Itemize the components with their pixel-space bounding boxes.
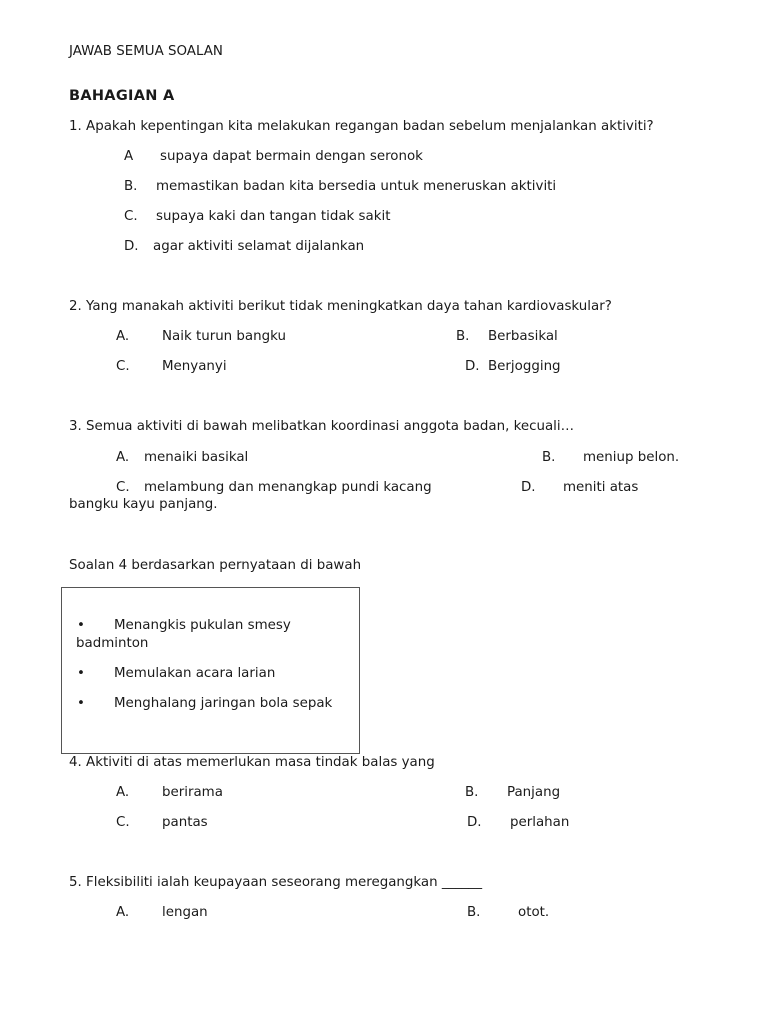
option-letter: B. — [467, 905, 481, 920]
option-letter: D. — [465, 359, 480, 374]
stimulus-item: Menghalang jaringan bola sepak — [114, 696, 333, 711]
option-text: supaya dapat bermain dengan seronok — [160, 149, 423, 164]
option-text: perlahan — [510, 815, 570, 830]
option-text: pantas — [162, 815, 208, 830]
question-stem: 4. Aktiviti di atas memerlukan masa tindak balas yang — [69, 755, 435, 770]
bullet-icon: • — [77, 696, 85, 711]
option-letter: D. — [521, 480, 536, 495]
option-text: Berbasikal — [488, 329, 558, 344]
option-letter: A. — [116, 785, 130, 800]
bullet-icon: • — [77, 618, 85, 633]
option-text: memastikan badan kita bersedia untuk meneruskan aktiviti — [156, 179, 557, 194]
option-letter: B. — [465, 785, 479, 800]
option-text: Berjogging — [488, 359, 561, 374]
stimulus-item: Menangkis pukulan smesy — [114, 618, 291, 633]
option-text: menaiki basikal — [144, 450, 249, 465]
instruction-heading: JAWAB SEMUA SOALAN — [69, 44, 223, 59]
option-text: meniti atas — [563, 480, 639, 495]
stimulus-item-wrap: badminton — [76, 636, 149, 651]
option-letter: C. — [116, 480, 130, 495]
option-letter: B. — [124, 179, 138, 194]
option-text: berirama — [162, 785, 223, 800]
option-letter: D. — [124, 239, 139, 254]
option-letter: B. — [542, 450, 556, 465]
section-title: BAHAGIAN A — [69, 88, 175, 104]
option-letter: B. — [456, 329, 470, 344]
question-stem: 5. Fleksibiliti ialah keupayaan seseorang meregangkan ______ — [69, 875, 483, 890]
question-stem: 3. Semua aktiviti di bawah melibatkan koordinasi anggota badan, kecuali… — [69, 419, 575, 434]
option-letter: C. — [116, 359, 130, 374]
bullet-icon: • — [77, 666, 85, 681]
option-text: otot. — [518, 905, 550, 920]
option-text: Naik turun bangku — [162, 329, 286, 344]
option-text: supaya kaki dan tangan tidak sakit — [156, 209, 391, 224]
option-text: Menyanyi — [162, 359, 227, 374]
question-stem: 2. Yang manakah aktiviti berikut tidak meningkatkan daya tahan kardiovaskular? — [69, 299, 612, 314]
option-text: meniup belon. — [583, 450, 680, 465]
option-letter: A. — [116, 450, 130, 465]
option-letter: A. — [116, 905, 130, 920]
option-letter: A — [124, 149, 134, 164]
option-text-continuation: bangku kayu panjang. — [69, 497, 218, 512]
option-text: agar aktiviti selamat dijalankan — [153, 239, 365, 254]
option-text: melambung dan menangkap pundi kacang — [144, 480, 432, 495]
option-text: lengan — [162, 905, 208, 920]
option-letter: C. — [116, 815, 130, 830]
stimulus-item: Memulakan acara larian — [114, 666, 276, 681]
option-text: Panjang — [507, 785, 561, 800]
option-letter: D. — [467, 815, 482, 830]
stimulus-intro: Soalan 4 berdasarkan pernyataan di bawah — [69, 558, 362, 573]
option-letter: C. — [124, 209, 138, 224]
option-letter: A. — [116, 329, 130, 344]
question-stem: 1. Apakah kepentingan kita melakukan regangan badan sebelum menjalankan aktiviti? — [69, 119, 654, 134]
